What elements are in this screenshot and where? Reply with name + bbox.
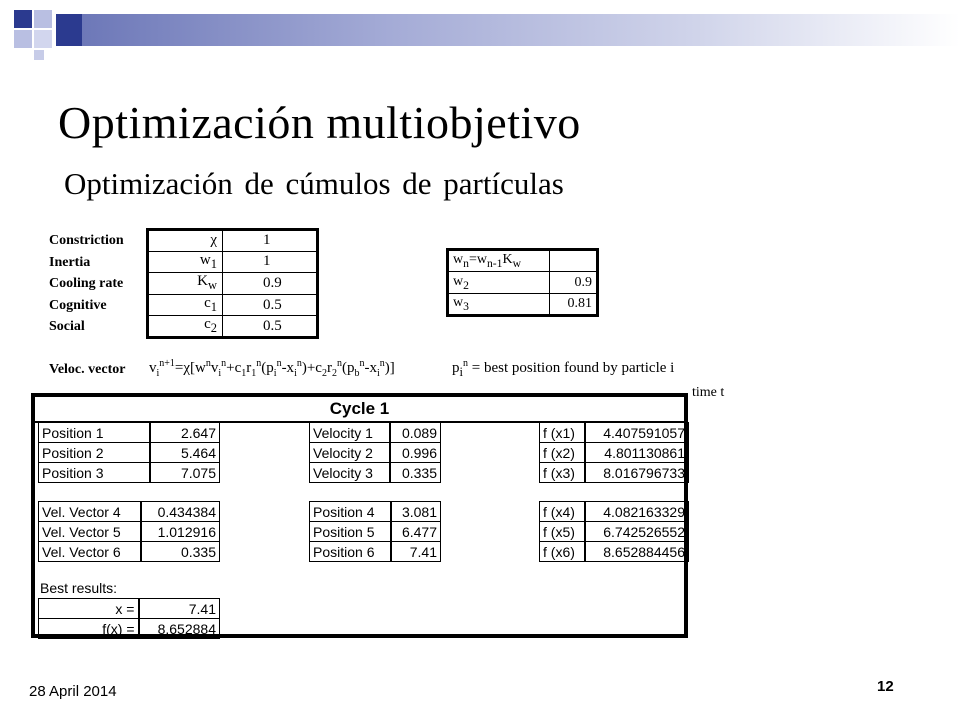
cell-label: Position 6: [310, 542, 391, 562]
header-gradient-bar: [82, 14, 960, 46]
cell-label: Position 4: [310, 502, 391, 522]
table-row: [39, 443, 220, 463]
cell-label: Position 3: [39, 463, 151, 483]
weight-value: [550, 250, 598, 272]
table-row: [148, 251, 318, 273]
table-row: [448, 294, 598, 316]
parameter-labels: [49, 230, 124, 338]
page-number: 12: [877, 678, 894, 695]
param-value: 0.5: [223, 316, 318, 338]
cell-label: Position 5: [310, 522, 391, 542]
cell-label: f (x2): [540, 443, 586, 463]
positions-table: [38, 422, 220, 483]
header-square-navy: [56, 14, 82, 46]
velocity-formula: $v_i^{n+1}=\chi[w^nv_i^n+c_1r_1^n(p_i^n-x_i^n)+c_2r_2^n(p_b^n-x_i^n)]$: [149, 358, 395, 379]
param-value: 0.9: [223, 273, 318, 295]
table-row: [148, 294, 318, 316]
time-note: time t: [692, 385, 725, 400]
table-row: [148, 230, 318, 252]
velocities-table: [309, 422, 441, 483]
weights-table: [446, 248, 599, 317]
cell-label: x =: [39, 599, 139, 619]
param-symbol: $c_2$: [148, 316, 223, 338]
table-row: [540, 502, 689, 522]
table-row: [448, 250, 598, 272]
cell-value: 7.075: [150, 463, 219, 483]
param-symbol: $c_1$: [148, 294, 223, 316]
header-square-light: [34, 10, 52, 28]
table-row: [540, 443, 689, 463]
parameter-label: Cooling rate: [49, 276, 124, 292]
cell-value: 3.081: [391, 502, 441, 522]
weight-symbol: $w_n=w_{n-1}K_w$: [448, 250, 550, 272]
velocity-label: Veloc. vector: [49, 362, 126, 377]
footer-date: 28 April 2014: [29, 683, 117, 700]
cell-label: f(x) =: [39, 619, 139, 639]
param-value: 1: [223, 230, 318, 252]
param-symbol: $w_1$: [148, 251, 223, 273]
param-symbol: χ: [148, 230, 223, 252]
best-position-note: $p_i^n$ = best position found by particle i: [452, 358, 675, 379]
table-row: [448, 272, 598, 294]
cell-label: f (x5): [540, 522, 586, 542]
cell-value: 0.434384: [141, 502, 219, 522]
header-square-light: [34, 30, 52, 48]
header-square-light: [14, 30, 32, 48]
table-row: [310, 542, 441, 562]
cell-label: Velocity 2: [310, 443, 390, 463]
table-row: [39, 599, 220, 619]
table-row: [148, 316, 318, 338]
parameter-label: Inertia: [49, 254, 91, 270]
cell-value: 4.407591057: [585, 423, 688, 443]
cell-label: Velocity 1: [310, 423, 390, 443]
cell-value: 0.996: [390, 443, 441, 463]
table-row: [39, 619, 220, 639]
cell-label: f (x1): [540, 423, 586, 443]
table-row: [39, 463, 220, 483]
cycle-panel: [31, 393, 688, 638]
cycle-title: Cycle 1: [329, 399, 390, 418]
cell-value: 0.089: [390, 423, 441, 443]
param-value: 0.5: [223, 294, 318, 316]
table-row: [39, 522, 220, 542]
table-row: [310, 502, 441, 522]
cell-value: 6.477: [391, 522, 441, 542]
table-row: [39, 542, 220, 562]
positions-2-table: [309, 501, 441, 562]
cell-label: Vel. Vector 6: [39, 542, 142, 562]
vel-vectors-table: [38, 501, 220, 562]
table-row: [310, 443, 441, 463]
cell-label: Position 2: [39, 443, 151, 463]
header-square-navy: [14, 10, 32, 28]
weight-value: 0.81: [550, 294, 598, 316]
cell-label: Vel. Vector 4: [39, 502, 142, 522]
parameter-label: Cognitive: [49, 297, 107, 313]
cell-value: 7.41: [139, 599, 220, 619]
cell-value: 5.464: [150, 443, 219, 463]
cell-label: Velocity 3: [310, 463, 390, 483]
table-row: [540, 463, 689, 483]
best-results-label: Best results:: [40, 580, 118, 596]
table-row: [310, 522, 441, 542]
weight-symbol: $w_2$: [448, 272, 550, 294]
parameter-label: Constriction: [49, 233, 124, 248]
table-row: [540, 423, 689, 443]
cell-value: 6.742526552: [585, 522, 688, 542]
parameters-table: [146, 228, 319, 339]
param-symbol: $K_w$: [148, 273, 223, 295]
cell-value: 0.335: [141, 542, 219, 562]
cell-value: 4.801130861: [585, 443, 688, 463]
parameter-label: Social: [49, 319, 85, 335]
weight-value: 0.9: [550, 272, 598, 294]
table-row: [540, 522, 689, 542]
cell-label: f (x6): [540, 542, 586, 562]
cell-value: 0.335: [390, 463, 441, 483]
table-row: [310, 423, 441, 443]
param-value: 1: [223, 251, 318, 273]
cell-label: Position 1: [39, 423, 151, 443]
table-row: [540, 542, 689, 562]
weight-symbol: $w_3$: [448, 294, 550, 316]
f-values-table: [539, 422, 689, 483]
cell-value: 8.652884: [139, 619, 220, 639]
slide-title: Optimización multiobjetivo: [58, 97, 581, 148]
cell-label: f (x4): [540, 502, 586, 522]
header-square-light: [34, 50, 44, 60]
cell-value: 7.41: [391, 542, 441, 562]
cell-value: 1.012916: [141, 522, 219, 542]
table-row: [310, 463, 441, 483]
best-results-table: [38, 598, 220, 639]
slide-subtitle: Optimización de cúmulos de partículas: [64, 166, 564, 201]
cell-label: f (x3): [540, 463, 586, 483]
table-row: [148, 273, 318, 295]
cell-value: 4.082163329: [585, 502, 688, 522]
cell-value: 2.647: [150, 423, 219, 443]
cell-value: 8.652884456: [585, 542, 688, 562]
table-row: [39, 502, 220, 522]
cell-label: Vel. Vector 5: [39, 522, 142, 542]
cell-value: 8.016796733: [585, 463, 688, 483]
table-row: [39, 423, 220, 443]
f-values-2-table: [539, 501, 689, 562]
